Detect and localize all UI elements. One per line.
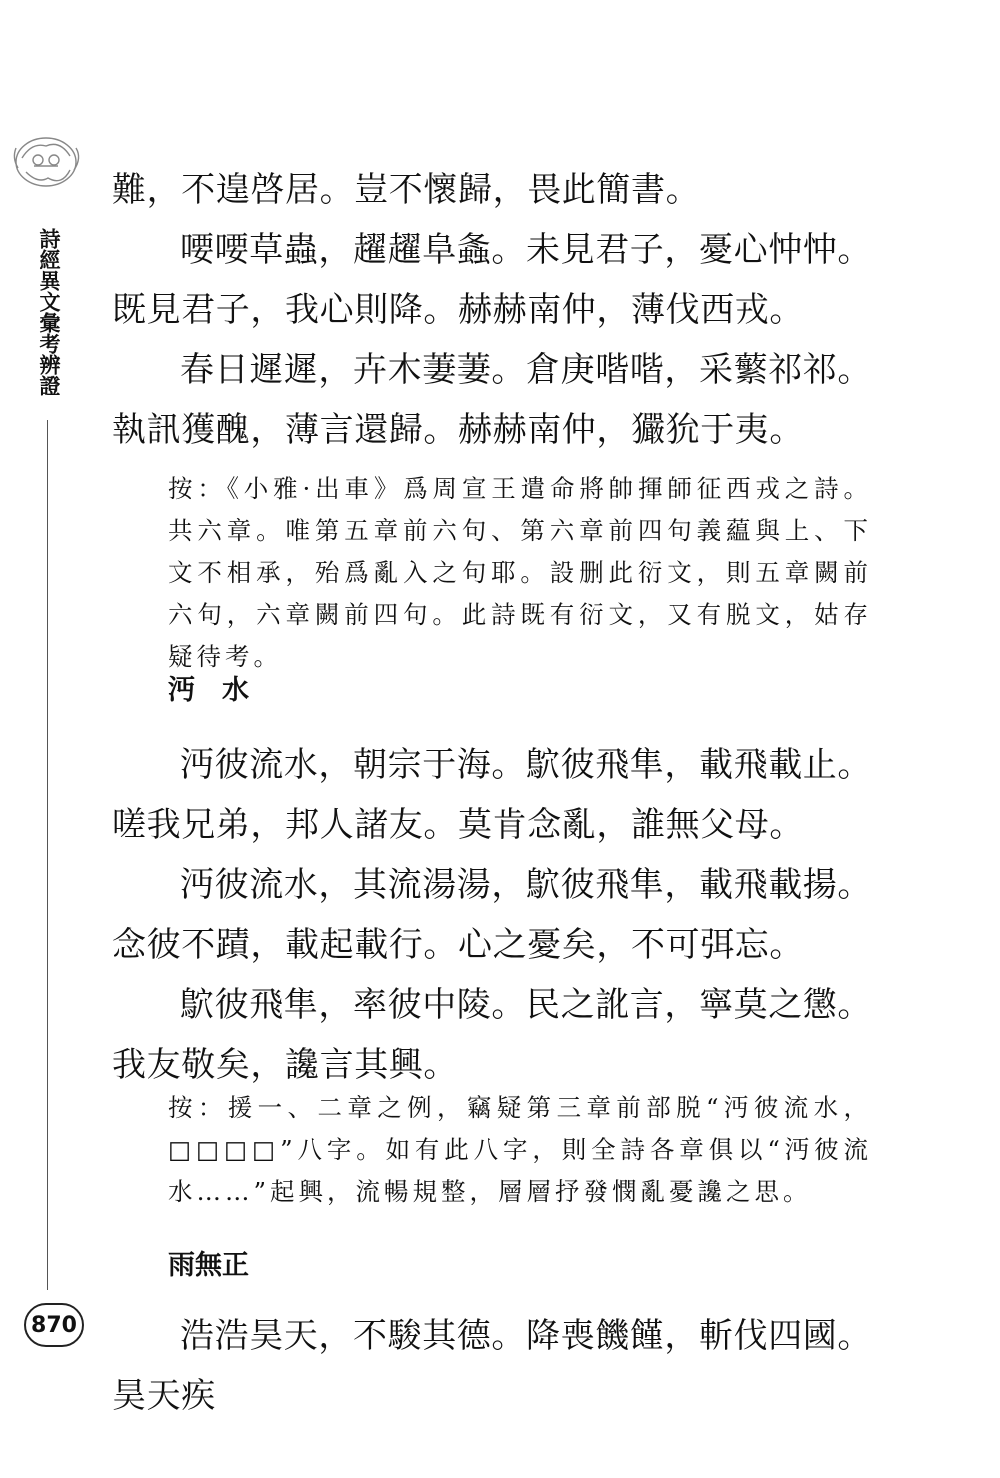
annotation-text: 按：《小雅·出車》爲周宣王遣命將帥揮師征西戎之詩。共六章。唯第五章前六句、第六章前四句義藴與上、下文不相承，殆爲亂入之句耶。設删此衍文，則五章闕前六句，六章闕前四句。此詩既有衍文，又有脱文，姑存疑待考。 — [168, 474, 872, 671]
poem-stanza: 沔彼流水，朝宗于海。鴥彼飛隼，載飛載止。嗟我兄弟，邦人諸友。莫肯念亂，誰無父母。 — [112, 745, 872, 845]
chuche-note — [112, 468, 872, 678]
poem-stanza: 春日遲遲，卉木萋萋。倉庚喈喈，采蘩祁祁。執訊獲醜，薄言還歸。赫赫南仲，玁狁于夷。 — [112, 350, 872, 450]
page-number: 870 — [24, 1303, 84, 1347]
poem-stanza: 浩浩昊天，不駿其德。降喪饑饉，斬伐四國。昊天疾 — [112, 1316, 872, 1416]
margin-rule — [47, 420, 48, 1290]
seal-logo-icon — [8, 128, 86, 200]
poem-stanza: 鴥彼飛隼，率彼中陵。民之訛言，寧莫之懲。我友敬矣，讒言其興。 — [112, 985, 872, 1085]
section-title-yuwuzheng: 雨無正 — [168, 1250, 249, 1281]
poem-line: 難，不遑啓居。豈不懷歸，畏此簡書。 — [112, 170, 701, 210]
mianshui-poem — [112, 735, 872, 1095]
poem-stanza: 沔彼流水，其流湯湯，鴥彼飛隼，載飛載揚。念彼不蹟，載起載行。心之憂矣，不可弭忘。 — [112, 865, 872, 965]
chuche-poem-tail — [112, 160, 872, 460]
book-title: 詩經異文彙考辨證 — [37, 228, 62, 396]
yuwuzheng-poem — [112, 1306, 872, 1426]
annotation-text: 按：援一、二章之例，竊疑第三章前部脱“沔彼流水，□□□□”八字。如有此八字，則全詩各章俱以“沔彼流水……”起興，流暢規整，層層抒發憫亂憂讒之思。 — [168, 1093, 872, 1206]
section-title-mianshui: 沔 水 — [168, 675, 249, 706]
poem-stanza: 喓喓草蟲，趯趯阜螽。未見君子，憂心忡忡。既見君子，我心則降。赫赫南仲，薄伐西戎。 — [112, 230, 872, 330]
mianshui-note — [112, 1087, 872, 1213]
